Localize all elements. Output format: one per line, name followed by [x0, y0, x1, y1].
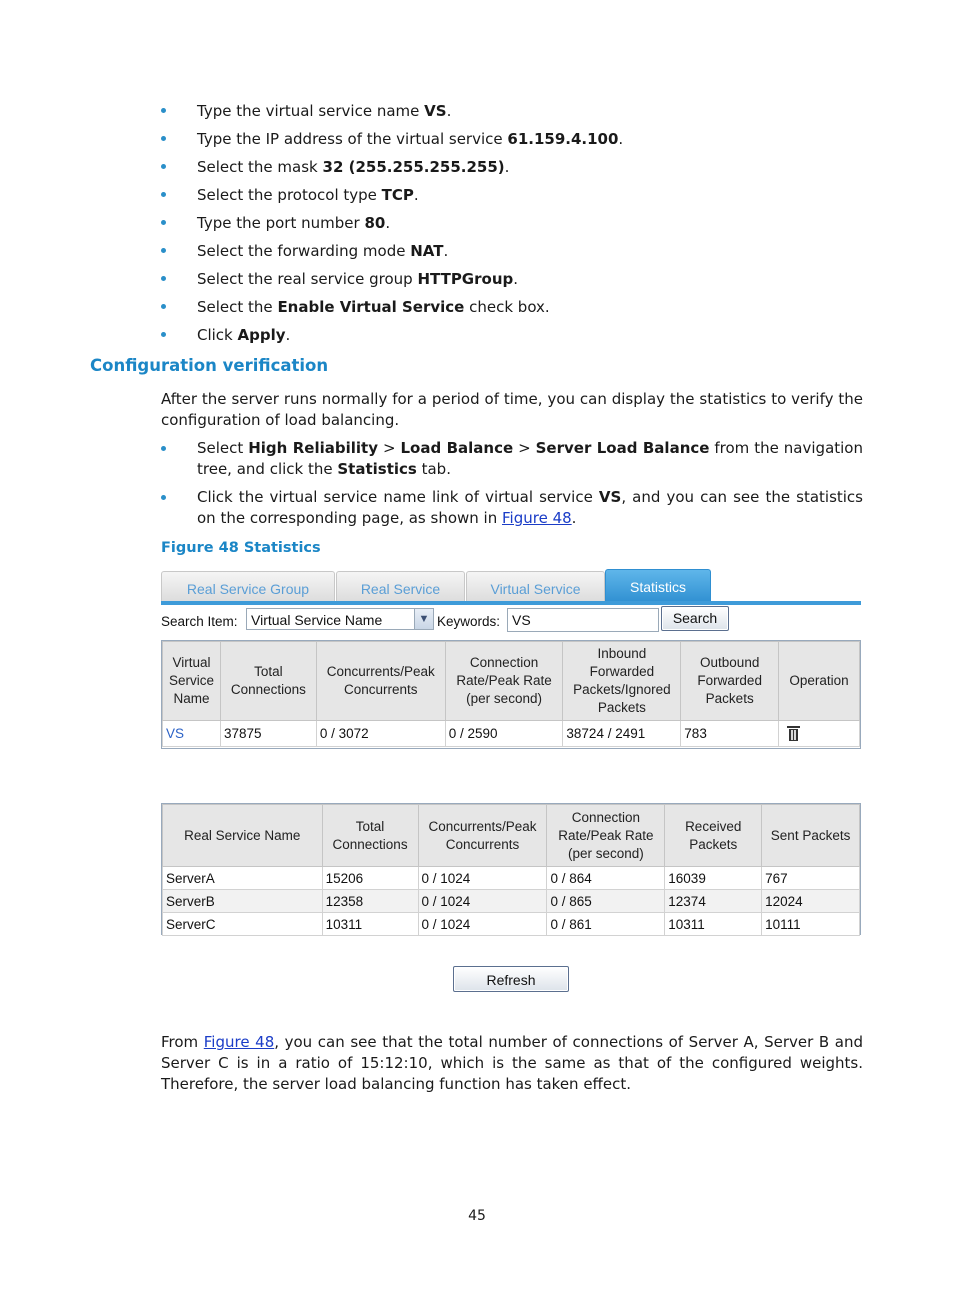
tab-real-service[interactable]: Real Service	[336, 571, 465, 602]
table-cell: 16039	[665, 867, 762, 890]
figure-48-link[interactable]: Figure 48	[203, 1033, 275, 1051]
conclusion-paragraph: From Figure 48, you can see that the total number of connections of Server A, Server B and Server C is in a ratio of 15:12:10, which is the same as that of the configured weights. Therefore, the server load balancing function has taken effect.	[161, 1033, 863, 1093]
column-header: Connection Rate/Peak Rate (per second)	[445, 642, 563, 721]
table-cell: 0 / 865	[547, 890, 665, 913]
table-cell: 0 / 1024	[418, 867, 547, 890]
table-cell: 10311	[322, 913, 418, 936]
figure-48-link[interactable]: Figure 48	[502, 509, 572, 527]
table-row	[163, 721, 860, 747]
search-button[interactable]: Search	[661, 606, 729, 631]
chevron-down-icon[interactable]: ▼	[414, 609, 433, 629]
operation-cell	[779, 721, 860, 747]
section-heading: Configuration verification	[90, 356, 329, 375]
table-cell: 10111	[762, 913, 860, 936]
tab-bar	[161, 568, 861, 604]
verify-step-1: Select High Reliability > Load Balance > Server Load Balance from the navigation tree, and click the Statistics tab.	[161, 438, 863, 480]
vs-name-link[interactable]: VS	[166, 726, 185, 741]
step-item: Type the virtual service name VS.	[161, 100, 863, 128]
table-cell: 0 / 2590	[445, 721, 563, 747]
column-header: Sent Packets	[762, 805, 860, 867]
tab-real-service-group[interactable]: Real Service Group	[161, 571, 335, 602]
configuration-steps-list	[161, 100, 863, 352]
real-service-table	[162, 804, 860, 936]
tab-virtual-service[interactable]: Virtual Service	[466, 571, 605, 602]
table-cell: 0 / 1024	[418, 890, 547, 913]
virtual-service-table	[162, 641, 860, 747]
step-item: Select the Enable Virtual Service check box.	[161, 296, 863, 324]
page-number: 45	[468, 1208, 486, 1224]
bullet-icon	[161, 304, 166, 309]
column-header: Operation	[779, 642, 860, 721]
intro-paragraph: After the server runs normally for a period of time, you can display the statistics to verify the configuration of load balancing.	[161, 390, 863, 429]
real-service-table-frame	[161, 803, 861, 935]
step-item: Select the mask 32 (255.255.255.255).	[161, 156, 863, 184]
column-header: Real Service Name	[163, 805, 323, 867]
bullet-icon	[161, 446, 166, 451]
trash-icon[interactable]	[788, 726, 799, 741]
table-row	[163, 867, 860, 890]
bullet-icon	[161, 276, 166, 281]
table-cell: 0 / 3072	[316, 721, 445, 747]
table-header-row	[163, 805, 860, 867]
bullet-icon	[161, 136, 166, 141]
tab-underline	[161, 601, 861, 605]
table-cell: 12374	[665, 890, 762, 913]
step-item: Type the IP address of the virtual service 61.159.4.100.	[161, 128, 863, 156]
table-row	[163, 890, 860, 913]
table-cell: 12024	[762, 890, 860, 913]
column-header: Connection Rate/Peak Rate (per second)	[547, 805, 665, 867]
bullet-icon	[161, 164, 166, 169]
column-header: Concurrents/Peak Concurrents	[418, 805, 547, 867]
step-item: Select the real service group HTTPGroup.	[161, 268, 863, 296]
bullet-icon	[161, 108, 166, 113]
column-header: Virtual Service Name	[163, 642, 221, 721]
verify-step-2: Click the virtual service name link of virtual service VS, and you can see the statistics on the corresponding page, as shown in Figure 48.	[161, 487, 863, 529]
column-header: Total Connections	[220, 642, 316, 721]
table-cell: 37875	[220, 721, 316, 747]
column-header: Outbound Forwarded Packets	[681, 642, 779, 721]
search-item-label: Search Item:	[161, 614, 238, 629]
bullet-icon	[161, 332, 166, 337]
search-row	[161, 606, 861, 634]
table-cell: ServerA	[163, 867, 323, 890]
table-cell: 10311	[665, 913, 762, 936]
bullet-icon	[161, 248, 166, 253]
column-header: Inbound Forwarded Packets/Ignored Packets	[563, 642, 681, 721]
statistics-screenshot	[161, 568, 861, 998]
step-item: Select the protocol type TCP.	[161, 184, 863, 212]
table-cell: 12358	[322, 890, 418, 913]
column-header: Received Packets	[665, 805, 762, 867]
refresh-button[interactable]: Refresh	[453, 966, 569, 992]
bullet-icon	[161, 192, 166, 197]
step-item: Select the forwarding mode NAT.	[161, 240, 863, 268]
table-cell: 0 / 861	[547, 913, 665, 936]
table-cell: 783	[681, 721, 779, 747]
verification-steps-list	[161, 438, 863, 536]
bullet-icon	[161, 220, 166, 225]
keywords-input[interactable]: VS	[507, 608, 659, 632]
column-header: Concurrents/Peak Concurrents	[316, 642, 445, 721]
table-cell: ServerC	[163, 913, 323, 936]
table-cell: 15206	[322, 867, 418, 890]
table-cell: 767	[762, 867, 860, 890]
table-cell: 0 / 864	[547, 867, 665, 890]
table-cell: 38724 / 2491	[563, 721, 681, 747]
table-row	[163, 913, 860, 936]
figure-caption: Figure 48 Statistics	[161, 540, 321, 556]
tab-statistics[interactable]: Statistics	[605, 569, 711, 603]
keywords-label: Keywords:	[437, 614, 501, 629]
step-item: Click Apply.	[161, 324, 863, 352]
table-cell: 0 / 1024	[418, 913, 547, 936]
column-header: Total Connections	[322, 805, 418, 867]
search-item-value: Virtual Service Name	[251, 612, 383, 628]
search-item-select[interactable]	[246, 608, 434, 630]
virtual-service-table-frame	[161, 640, 861, 749]
step-item: Type the port number 80.	[161, 212, 863, 240]
bullet-icon	[161, 495, 166, 500]
table-header-row	[163, 642, 860, 721]
table-cell: ServerB	[163, 890, 323, 913]
